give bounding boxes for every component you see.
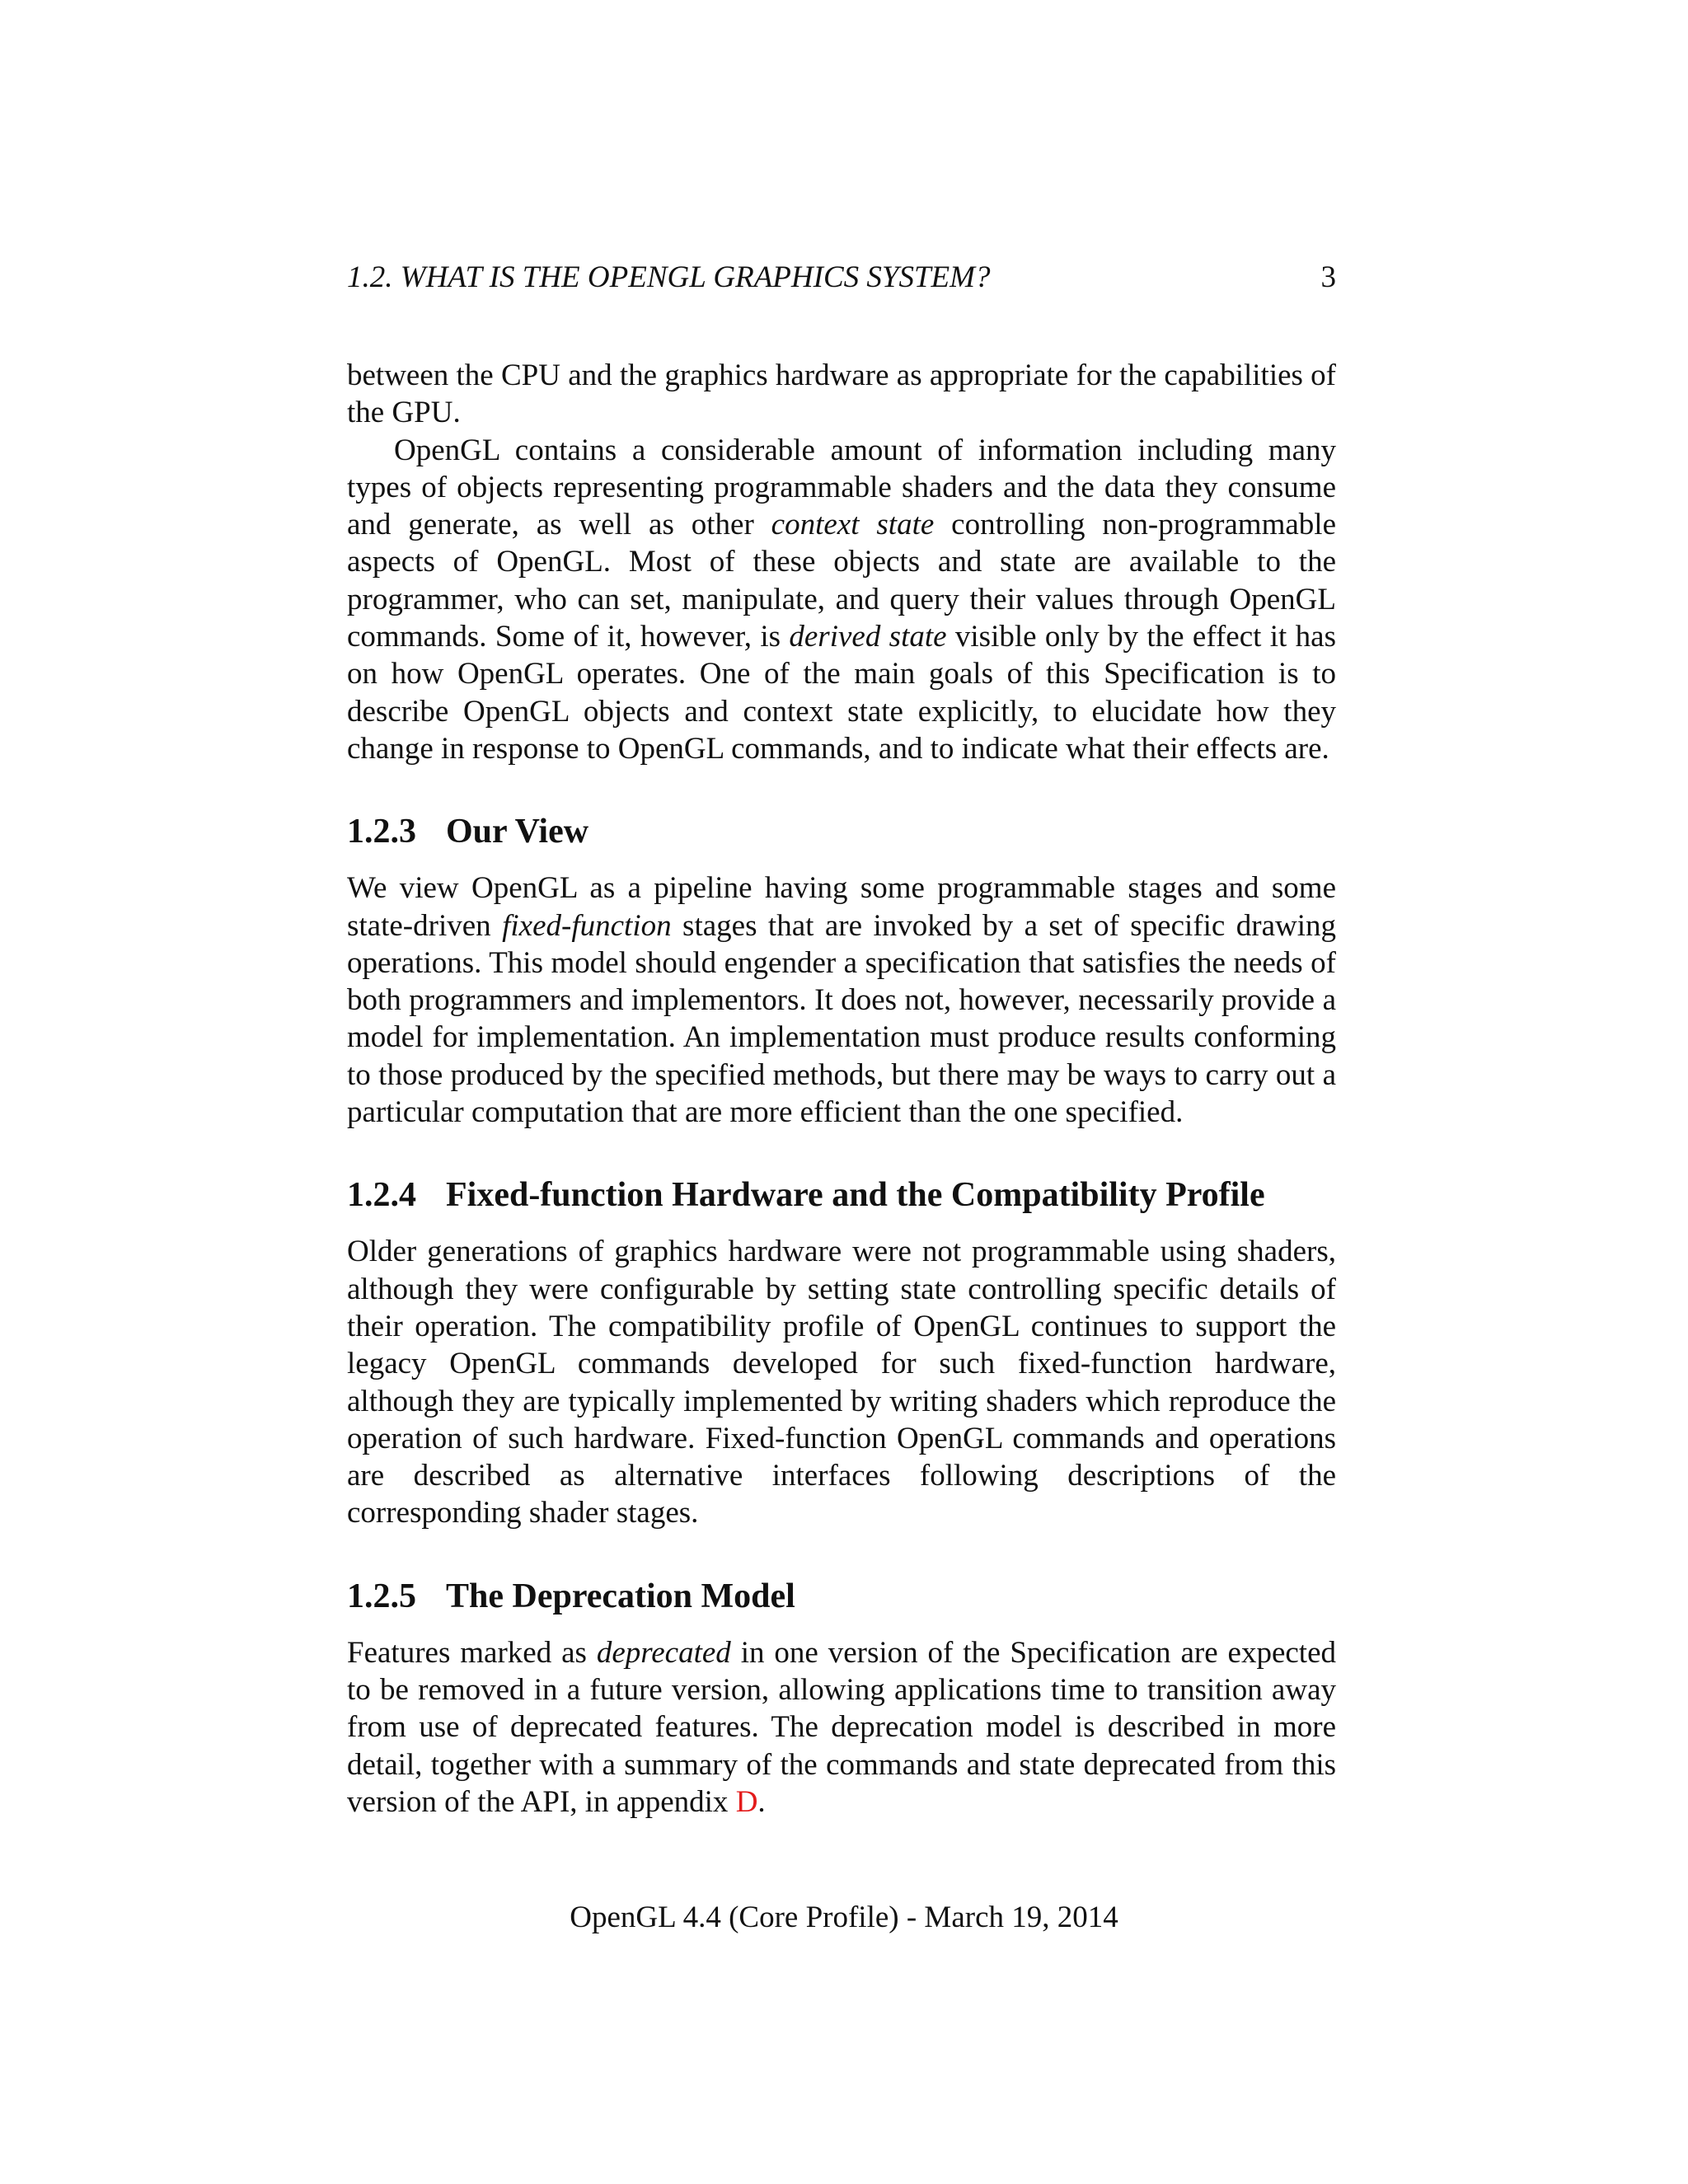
term-fixed-function: fixed-function bbox=[502, 908, 672, 943]
section-heading-our-view bbox=[347, 810, 1336, 853]
body-text bbox=[347, 357, 1336, 1821]
section-number: 1.2.3 bbox=[347, 813, 416, 851]
paragraph-fixed-function-hardware bbox=[347, 1233, 1336, 1531]
appendix-d-link[interactable]: D bbox=[735, 1784, 758, 1819]
term-derived-state: derived state bbox=[789, 620, 947, 654]
paragraph-text: stages that are invoked by a set of specific drawing operations. This model should engender a specification that satisfies the needs of both programmers and implementors. It does not, however, necessarily provide a model for implementation. An implementation must produce results conforming to those produced by the specified methods, but there may be ways to carry out a particular computation that are more efficient than the one specified. bbox=[347, 908, 1336, 1130]
paragraph-text: . bbox=[757, 1784, 766, 1819]
section-number: 1.2.5 bbox=[347, 1577, 416, 1615]
running-header bbox=[347, 257, 1336, 298]
section-title: Our View bbox=[446, 813, 589, 851]
paragraph-opengl-state bbox=[347, 432, 1336, 768]
paragraph-text: visible only by the effect it has on how OpenGL operates. One of the main goals of this Specification is to describe OpenGL objects and context state explicitly, to elucidate how they change in response to OpenGL commands, and to indicate what their effects are. bbox=[347, 620, 1336, 766]
running-header-title: 1.2. WHAT IS THE OPENGL GRAPHICS SYSTEM? bbox=[347, 260, 991, 294]
section-number: 1.2.4 bbox=[347, 1176, 416, 1215]
paragraph-text: in one version of the Specification are expected to be removed in a future version, allowing applications time to transition away from use of deprecated features. The deprecation model is described in more detail, together with a summary of the commands and state deprecated from this version of the API, in appendix bbox=[347, 1635, 1336, 1819]
paragraph-deprecation-model bbox=[347, 1634, 1336, 1821]
paragraph-text: between the CPU and the graphics hardware as appropriate for the capabilities of the GPU. bbox=[347, 359, 1336, 430]
section-heading-deprecation-model bbox=[347, 1575, 1336, 1618]
paragraph-intro-continued bbox=[347, 357, 1336, 432]
paragraph-our-view bbox=[347, 869, 1336, 1131]
page-footer: OpenGL 4.4 (Core Profile) - March 19, 2014 bbox=[570, 1900, 1118, 1934]
paragraph-text: We view OpenGL as a pipeline having some programmable stages and some state-driven bbox=[347, 871, 1336, 943]
paragraph-text: Features marked as bbox=[347, 1635, 597, 1670]
paragraph-text: controlling non-programmable aspects of OpenGL. Most of these objects and state are available to the programmer, who can set, manipulate, and query their values through OpenGL commands. Some of it, however, is bbox=[347, 508, 1336, 654]
section-title: Fixed-function Hardware and the Compatibility Profile bbox=[446, 1176, 1265, 1215]
section-heading-fixed-function-hardware bbox=[347, 1174, 1336, 1216]
paragraph-text: Older generations of graphics hardware were not programmable using shaders, although they were configurable by setting state controlling specific details of their operation. The compatibility profile of OpenGL continues to support the legacy OpenGL commands developed for such fixed-function hardware, although they are typically implemented by writing shaders which reproduce the operation of such hardware. Fixed-function OpenGL commands and operations are described as alternative interfaces following descriptions of the corresponding shader stages. bbox=[347, 1235, 1336, 1530]
paragraph-text: OpenGL contains a considerable amount of information including many types of objects representing programmable shaders and the data they consume and generate, as well as other bbox=[347, 433, 1336, 542]
page-number: 3 bbox=[1320, 260, 1336, 294]
term-deprecated: deprecated bbox=[596, 1635, 731, 1670]
section-title: The Deprecation Model bbox=[446, 1577, 795, 1615]
term-context-state: context state bbox=[771, 508, 935, 542]
